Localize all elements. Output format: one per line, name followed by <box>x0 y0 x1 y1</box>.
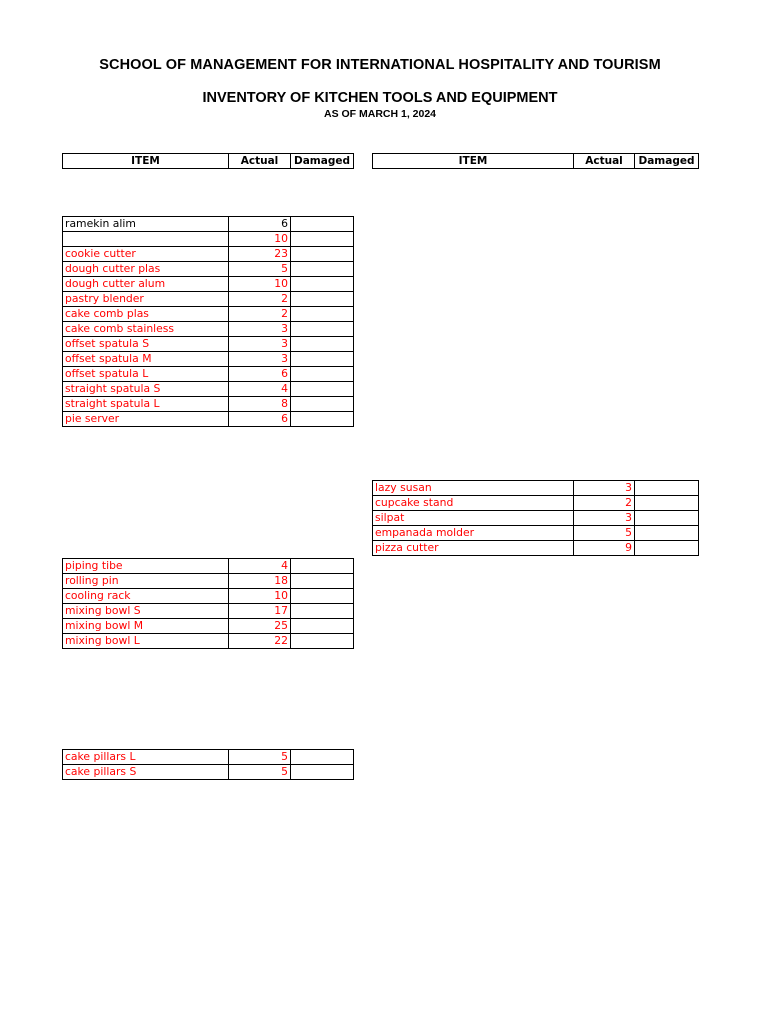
item-name-cell: lazy susan <box>373 481 574 496</box>
inventory-title: INVENTORY OF KITCHEN TOOLS AND EQUIPMENT <box>202 90 558 106</box>
actual-count-cell: 3 <box>574 511 635 526</box>
damaged-count-cell <box>291 217 354 232</box>
inventory-row <box>63 307 354 322</box>
item-name-cell: dough cutter alum <box>63 277 229 292</box>
item-name-cell: empanada molder <box>373 526 574 541</box>
header-actual: Actual <box>574 154 635 169</box>
item-name-cell: dough cutter plas <box>63 262 229 277</box>
damaged-count-cell <box>291 589 354 604</box>
header-row <box>373 154 699 169</box>
actual-count-cell: 22 <box>229 634 291 649</box>
item-name-cell: mixing bowl M <box>63 619 229 634</box>
damaged-count-cell <box>291 232 354 247</box>
damaged-count-cell <box>635 496 699 511</box>
actual-count-cell: 5 <box>574 526 635 541</box>
item-name-cell <box>63 232 229 247</box>
damaged-count-cell <box>291 382 354 397</box>
item-name-cell: cake comb stainless <box>63 322 229 337</box>
actual-count-cell: 2 <box>229 292 291 307</box>
actual-count-cell: 6 <box>229 412 291 427</box>
actual-count-cell: 5 <box>229 262 291 277</box>
inventory-block-3 <box>62 558 354 649</box>
inventory-row <box>63 292 354 307</box>
inventory-row <box>63 634 354 649</box>
damaged-count-cell <box>291 559 354 574</box>
actual-count-cell: 4 <box>229 559 291 574</box>
actual-count-cell: 10 <box>229 277 291 292</box>
item-name-cell: pastry blender <box>63 292 229 307</box>
actual-count-cell: 3 <box>229 352 291 367</box>
actual-count-cell: 8 <box>229 397 291 412</box>
damaged-count-cell <box>291 337 354 352</box>
inventory-row <box>63 574 354 589</box>
header-damaged: Damaged <box>291 154 354 169</box>
item-name-cell: cake comb plas <box>63 307 229 322</box>
inventory-row <box>63 750 354 765</box>
school-title: SCHOOL OF MANAGEMENT FOR INTERNATIONAL HOSPITALITY AND TOURISM <box>99 57 661 73</box>
inventory-row <box>63 247 354 262</box>
damaged-count-cell <box>291 412 354 427</box>
item-name-cell: mixing bowl S <box>63 604 229 619</box>
item-name-cell: silpat <box>373 511 574 526</box>
inventory-row <box>63 589 354 604</box>
damaged-count-cell <box>291 397 354 412</box>
header-item: ITEM <box>63 154 229 169</box>
item-name-cell: cooling rack <box>63 589 229 604</box>
damaged-count-cell <box>291 307 354 322</box>
inventory-row <box>63 397 354 412</box>
inventory-block-1 <box>62 216 354 427</box>
inventory-row <box>63 262 354 277</box>
damaged-count-cell <box>291 292 354 307</box>
actual-count-cell: 4 <box>229 382 291 397</box>
item-name-cell: rolling pin <box>63 574 229 589</box>
header-actual: Actual <box>229 154 291 169</box>
inventory-row <box>63 232 354 247</box>
actual-count-cell: 5 <box>229 765 291 780</box>
damaged-count-cell <box>635 481 699 496</box>
damaged-count-cell <box>635 511 699 526</box>
damaged-count-cell <box>291 277 354 292</box>
right-header-table <box>372 153 699 169</box>
item-name-cell: ramekin alim <box>63 217 229 232</box>
item-name-cell: straight spatula L <box>63 397 229 412</box>
damaged-count-cell <box>291 352 354 367</box>
actual-count-cell: 5 <box>229 750 291 765</box>
actual-count-cell: 3 <box>229 322 291 337</box>
actual-count-cell: 10 <box>229 232 291 247</box>
damaged-count-cell <box>291 262 354 277</box>
item-name-cell: cake pillars L <box>63 750 229 765</box>
damaged-count-cell <box>291 765 354 780</box>
actual-count-cell: 10 <box>229 589 291 604</box>
date-line: AS OF MARCH 1, 2024 <box>323 108 437 120</box>
left-header-table <box>62 153 354 169</box>
actual-count-cell: 6 <box>229 217 291 232</box>
damaged-count-cell <box>635 541 699 556</box>
item-name-cell: cake pillars S <box>63 765 229 780</box>
item-name-cell: offset spatula M <box>63 352 229 367</box>
inventory-row <box>63 322 354 337</box>
actual-count-cell: 2 <box>229 307 291 322</box>
damaged-count-cell <box>291 322 354 337</box>
inventory-row <box>373 481 699 496</box>
inventory-row <box>63 367 354 382</box>
inventory-row <box>373 511 699 526</box>
inventory-row <box>63 619 354 634</box>
inventory-block-2 <box>372 480 699 556</box>
actual-count-cell: 6 <box>229 367 291 382</box>
damaged-count-cell <box>291 604 354 619</box>
damaged-count-cell <box>291 247 354 262</box>
damaged-count-cell <box>291 750 354 765</box>
inventory-row <box>63 382 354 397</box>
item-name-cell: straight spatula S <box>63 382 229 397</box>
item-name-cell: offset spatula S <box>63 337 229 352</box>
inventory-row <box>373 526 699 541</box>
inventory-row <box>63 277 354 292</box>
damaged-count-cell <box>291 367 354 382</box>
inventory-row <box>373 541 699 556</box>
inventory-row <box>63 412 354 427</box>
item-name-cell: pie server <box>63 412 229 427</box>
actual-count-cell: 2 <box>574 496 635 511</box>
damaged-count-cell <box>291 574 354 589</box>
header-damaged: Damaged <box>635 154 699 169</box>
actual-count-cell: 25 <box>229 619 291 634</box>
item-name-cell: offset spatula L <box>63 367 229 382</box>
damaged-count-cell <box>635 526 699 541</box>
inventory-row <box>63 604 354 619</box>
item-name-cell: pizza cutter <box>373 541 574 556</box>
item-name-cell: cupcake stand <box>373 496 574 511</box>
actual-count-cell: 18 <box>229 574 291 589</box>
actual-count-cell: 9 <box>574 541 635 556</box>
damaged-count-cell <box>291 619 354 634</box>
inventory-row <box>63 352 354 367</box>
item-name-cell: mixing bowl L <box>63 634 229 649</box>
item-name-cell: piping tibe <box>63 559 229 574</box>
header-row <box>63 154 354 169</box>
inventory-row <box>63 337 354 352</box>
inventory-block-4 <box>62 749 354 780</box>
header-item: ITEM <box>373 154 574 169</box>
inventory-row <box>373 496 699 511</box>
actual-count-cell: 23 <box>229 247 291 262</box>
actual-count-cell: 3 <box>574 481 635 496</box>
actual-count-cell: 3 <box>229 337 291 352</box>
inventory-row <box>63 559 354 574</box>
actual-count-cell: 17 <box>229 604 291 619</box>
inventory-row <box>63 217 354 232</box>
inventory-row <box>63 765 354 780</box>
damaged-count-cell <box>291 634 354 649</box>
item-name-cell: cookie cutter <box>63 247 229 262</box>
